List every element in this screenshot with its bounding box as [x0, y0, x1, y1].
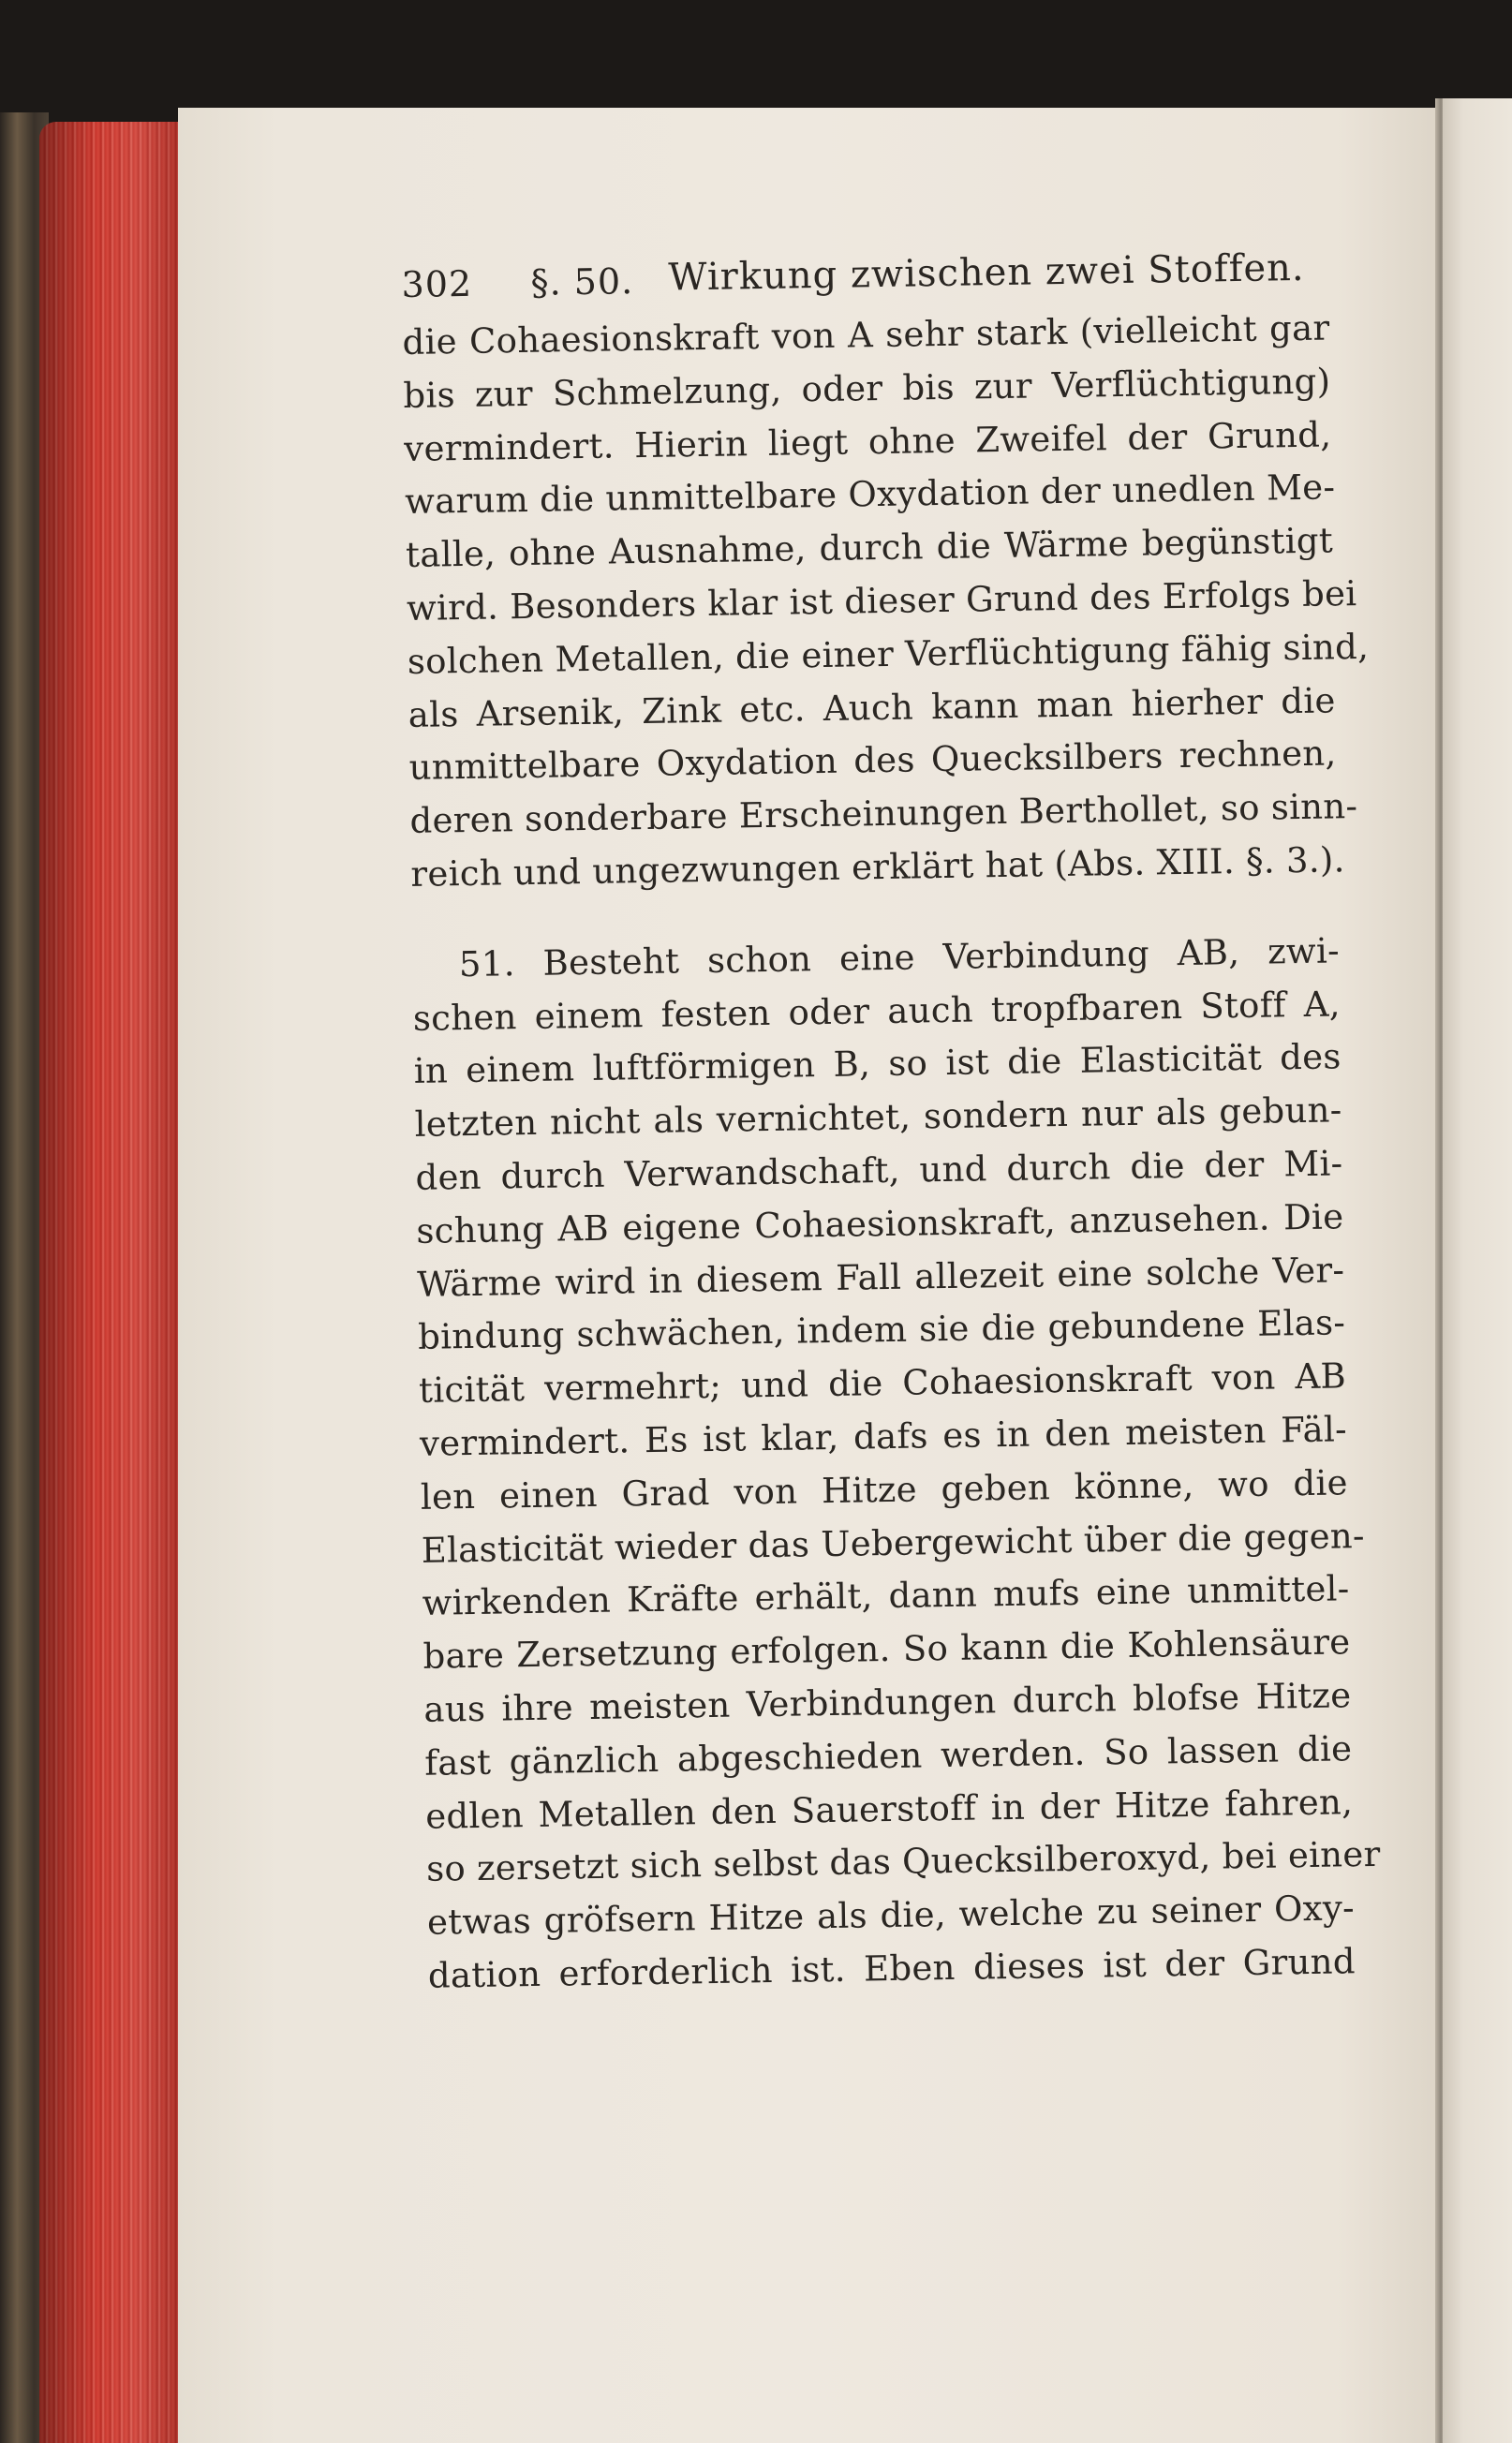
text-line: wirkenden Kräfte erhält, dann mufs eine unmittel-	[422, 1568, 1350, 1624]
page-edge-shading	[39, 122, 180, 2443]
page-number: 302	[401, 262, 473, 305]
text-line: ticität vermehrt; und die Cohaesionskraft von AB	[418, 1355, 1347, 1411]
text-line: vermindert. Hierin liegt ohne Zweifel der Grund,	[403, 414, 1332, 469]
text-line: len einen Grad von Hitze geben könne, wo die	[420, 1462, 1349, 1518]
text-line: den durch Verwandschaft, und durch die der Mi-	[415, 1143, 1343, 1198]
page-text	[401, 236, 1381, 2003]
text-line: warum die unmittelbare Oxydation der unedlen Me-	[404, 466, 1336, 523]
text-line: schung AB eigene Cohaesionskraft, anzusehen. Die	[416, 1196, 1344, 1251]
text-line: talle, ohne Ausnahme, durch die Wärme begünstigt	[405, 520, 1334, 576]
text-line: als Arsenik, Zink etc. Auch kann man hierher die	[408, 679, 1336, 735]
text-line: so zersetzt sich selbst das Quecksilberoxyd, bei einer	[425, 1834, 1381, 1890]
text-line: dation erforderlich ist. Eben dieses ist der Grund	[427, 1941, 1356, 1996]
section-number: §. 50.	[530, 260, 634, 304]
text-line: reich und ungezwungen erklärt hat (Abs. XIII. §. 3.).	[410, 839, 1345, 895]
running-title: Wirkung zwischen zwei Stoffen.	[668, 245, 1305, 300]
text-line: schen einem festen oder auch tropfbaren Stoff A,	[412, 983, 1342, 1039]
text-line: etwas gröfsern Hitze als die, welche zu seiner Oxy-	[426, 1888, 1356, 1943]
text-line: Elasticität wieder das Uebergewicht über die gegen-	[421, 1515, 1366, 1571]
text-line: letzten nicht als vernichtet, sondern nur als gebun-	[414, 1089, 1342, 1146]
text-line: die Cohaesionskraft von A sehr stark (vielleicht gar	[402, 307, 1330, 363]
text-line: edlen Metallen den Sauerstoff in der Hitze fahren,	[424, 1781, 1354, 1837]
text-line: aus ihre meisten Verbindungen durch blofse Hitze	[423, 1675, 1352, 1730]
paragraph-2	[412, 925, 1381, 2004]
text-line: deren sonderbare Erscheinungen Berthollet, so sinn-	[409, 786, 1358, 842]
paragraph-1	[402, 302, 1370, 901]
facing-page-edge	[1443, 98, 1512, 2443]
text-line: fast gänzlich abgeschieden werden. So lassen die	[424, 1727, 1353, 1784]
text-line: bindung schwächen, indem sie die gebundene Elas-	[417, 1302, 1346, 1358]
text-line: bare Zersetzung erfolgen. So kann die Kohlensäure	[422, 1621, 1351, 1677]
text-line: Wärme wird in diesem Fall allezeit eine solche Ver-	[416, 1249, 1345, 1305]
text-line: 51. Besteht schon eine Verbindung AB, zwi-	[458, 930, 1341, 985]
text-line: in einem luftförmigen B, so ist die Elasticität des	[413, 1036, 1342, 1092]
text-line: unmittelbare Oxydation des Quecksilbers rechnen,	[408, 733, 1337, 789]
text-line: bis zur Schmelzung, oder bis zur Verflüchtigung)	[403, 361, 1331, 416]
text-line: wird. Besonders klar ist dieser Grund des Erfolgs bei	[406, 573, 1357, 629]
text-line: solchen Metallen, die einer Verflüchtigung fähig sind,	[407, 626, 1370, 682]
text-line: vermindert. Es ist klar, dafs es in den meisten Fäl-	[419, 1409, 1348, 1464]
